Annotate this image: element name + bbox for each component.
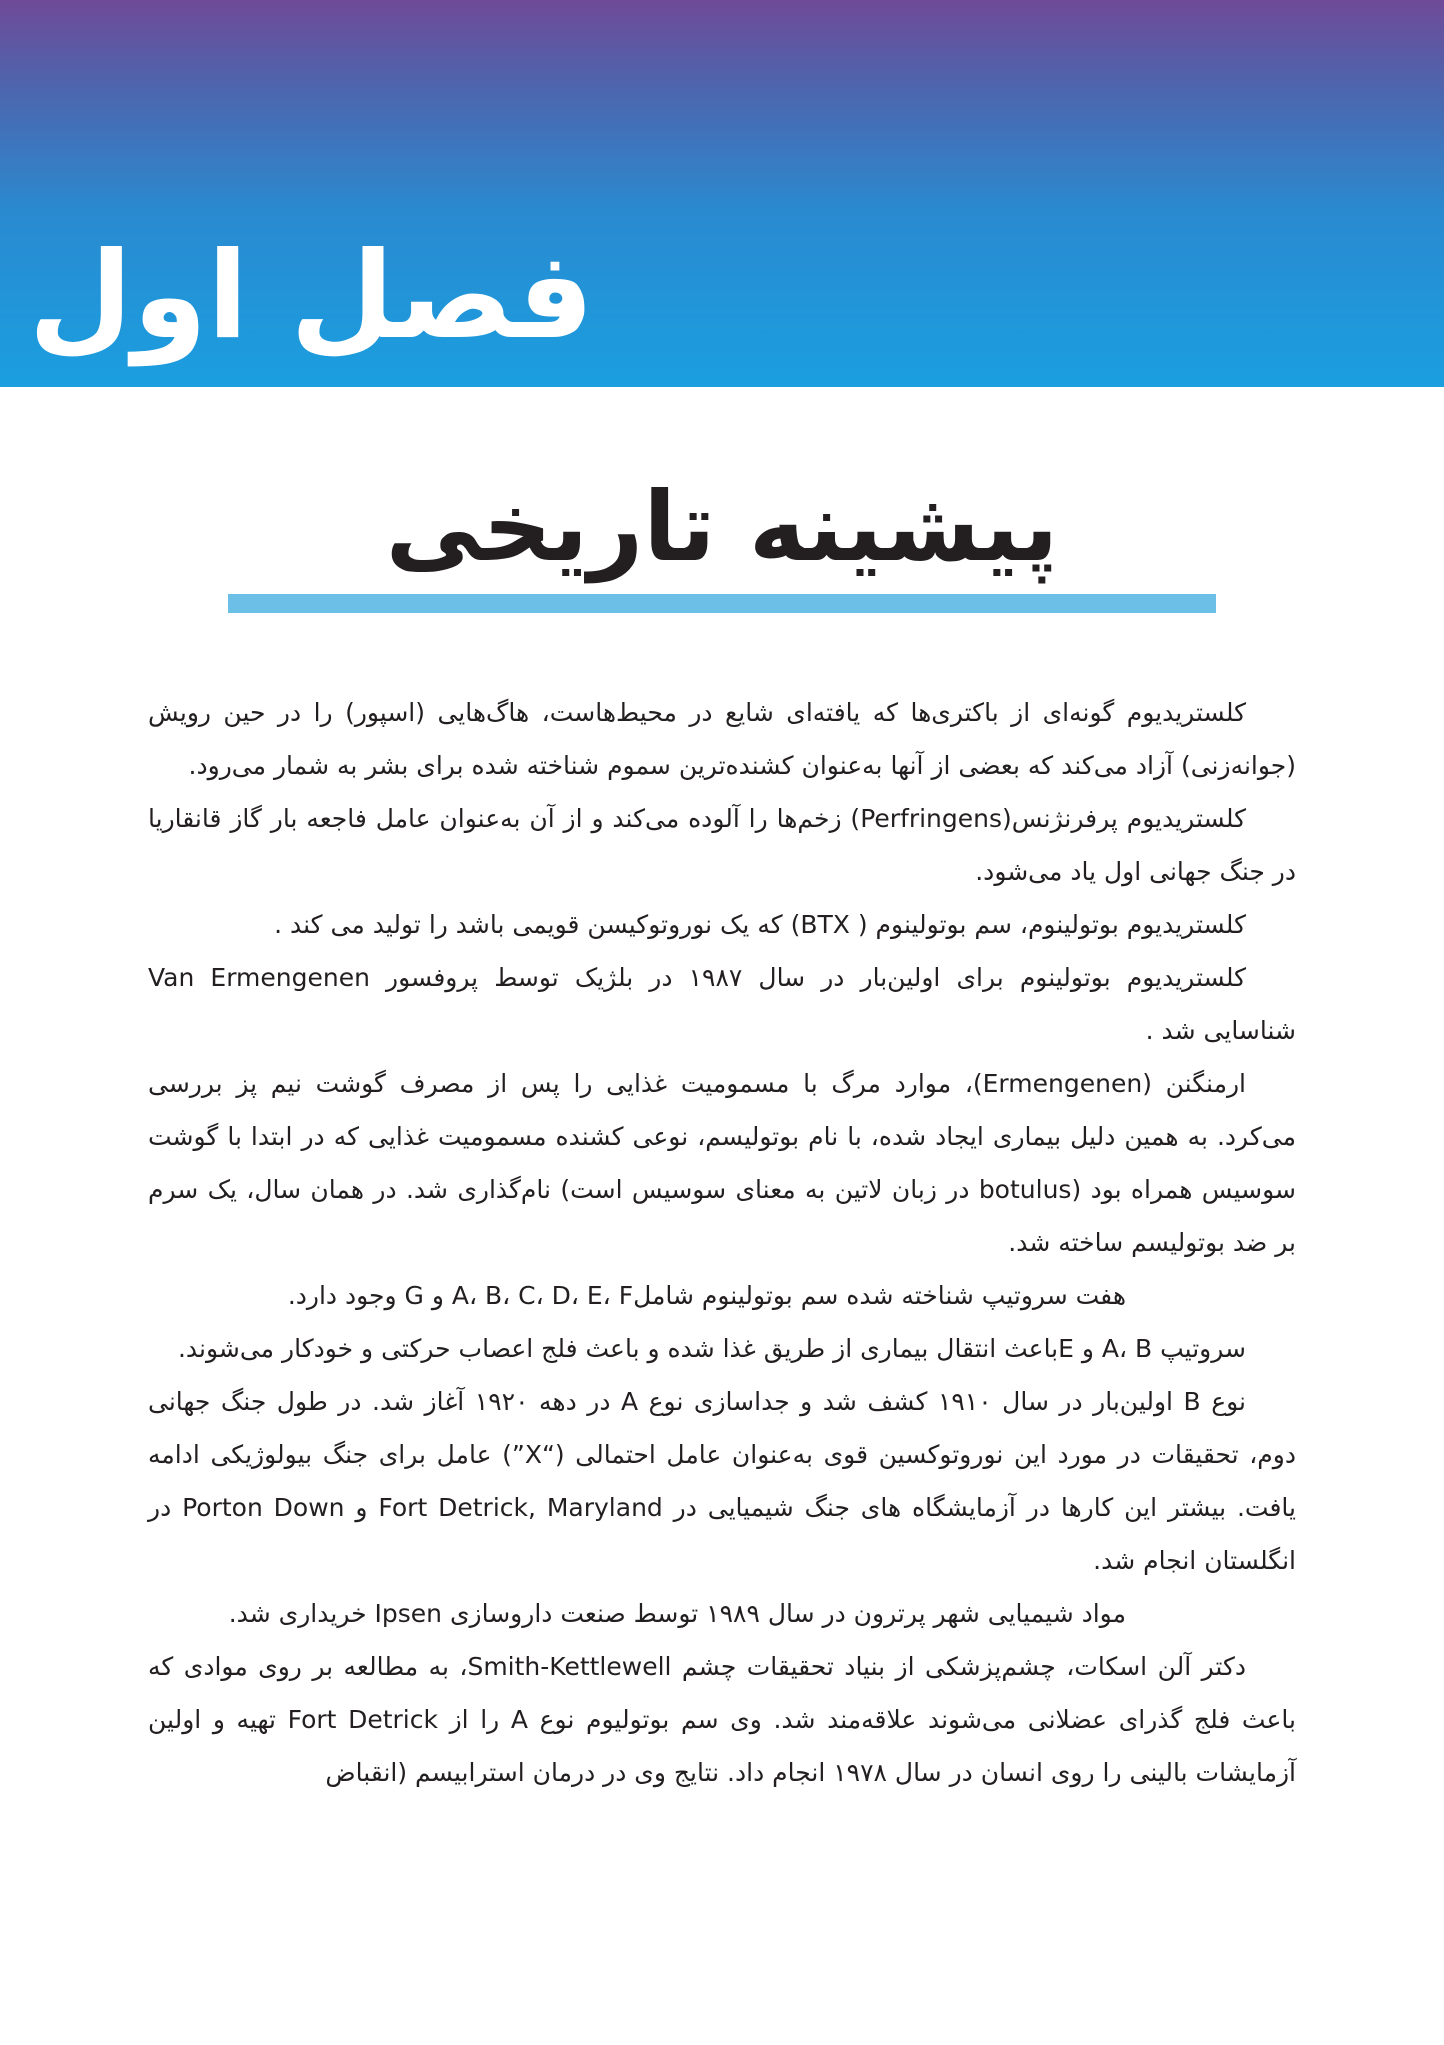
chapter-banner <box>0 0 1444 387</box>
page-title: پیشینه تاریخی <box>385 471 1059 583</box>
paragraph: کلستریدیوم بوتولینوم برای اولین‌بار در سال ۱۹۸۷ در بلژیک توسط پروفسور Van Ermengenen شناسایی شد . <box>148 963 1296 1045</box>
paragraph: دکتر آلن اسکات، چشم‌پزشکی از بنیاد تحقیقات چشم Smith-Kettlewell، به مطالعه بر روی موادی که باعث فلج گذرای عضلانی می‌شوند علاقه‌مند شد. وی سم بوتولیوم نوع A را از Fort Detrick تهیه و اولین آزمایشات بالینی را روی انسان در سال ۱۹۷۸ انجام داد. نتایج وی در درمان استرابیسم (انقباض <box>148 1652 1296 1787</box>
paragraph: سروتیپ A، B و Eباعث انتقال بیماری از طریق غذا شده و باعث فلج اعصاب حرکتی و خودکار می‌شوند. <box>177 1334 1246 1363</box>
paragraph: کلستریدیوم گونه‌ای از باکتری‌ها که یافته‌ای شایع در محیط‌هاست، هاگ‌هایی (اسپور) را در حین رویش (جوانه‌زنی) آزاد می‌کند که بعضی از آنها به‌عنوان کشنده‌ترین سموم شناخته شده برای بشر به شمار می‌رود. <box>148 698 1296 780</box>
body-text <box>148 686 1296 1799</box>
paragraph: کلستریدیوم پرفرنژنس(Perfringens) زخم‌ها را آلوده می‌کند و از آن به‌عنوان عامل فاجعه بار گاز قانقاریا در جنگ جهانی اول یاد می‌شود. <box>148 804 1296 886</box>
paragraph: هفت سروتیپ شناخته شده سم بوتولینوم شاملA، B، C، D، E، F و G وجود دارد. <box>287 1281 1126 1310</box>
chapter-label: فصل اول <box>28 227 594 366</box>
paragraph: نوع B اولین‌بار در سال ۱۹۱۰ کشف شد و جداسازی نوع A در دهه ۱۹۲۰ آغاز شد. در طول جنگ جهانی دوم، تحقیقات در مورد این نوروتوکسین قوی به‌عنوان عامل احتمالی (“X”) عامل برای جنگ بیولوژیکی ادامه یافت. بیشتر این کارها در آزمایشگاه های جنگ شیمیایی در Fort Detrick, Maryland و Porton Down در انگلستان انجام شد. <box>148 1387 1296 1575</box>
title-underline <box>228 594 1216 613</box>
paragraph: مواد شیمیایی شهر پرترون در سال ۱۹۸۹ توسط صنعت داروسازی Ipsen خریداری شد. <box>228 1599 1126 1628</box>
paragraph: ارمنگنن (Ermengenen)، موارد مرگ با مسمومیت غذایی را پس از مصرف گوشت نیم پز بررسی می‌کرد. به همین دلیل بیماری ایجاد شده، با نام بوتولیسم، نوعی کشنده مسمومیت غذایی که در ابتدا با گوشت سوسیس همراه بود (botulus در زبان لاتین به معنای سوسیس است) نام‌گذاری شد. در همان سال، یک سرم بر ضد بوتولیسم ساخته شد. <box>148 1069 1296 1257</box>
paragraph: کلستریدیوم بوتولینوم، سم بوتولینوم ( BTX) که یک نوروتوکیسن قویمی باشد را تولید می کند . <box>274 910 1246 939</box>
